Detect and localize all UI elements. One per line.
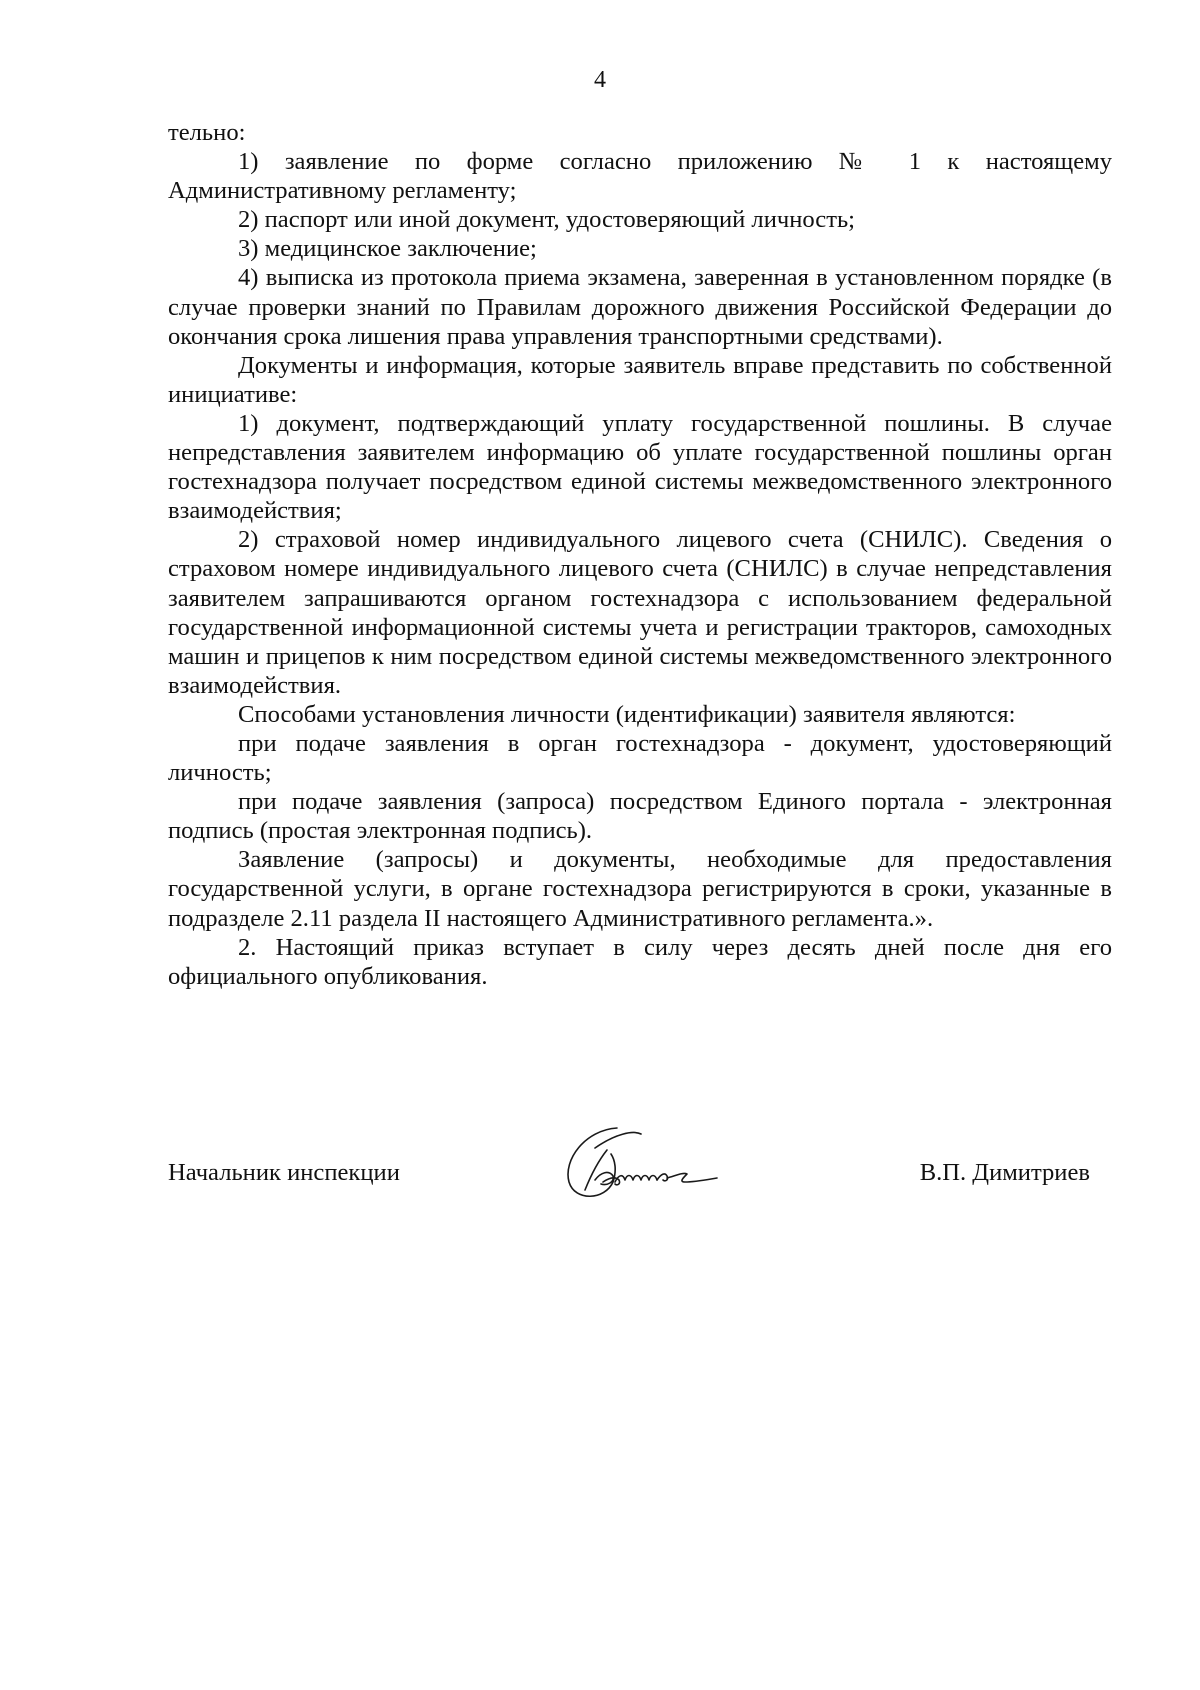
paragraph-identification-portal: при подаче заявления (запроса) посредством Единого портала - электронная подпись (простая электронная подпись).: [168, 788, 1112, 845]
paragraph-identification-office: при подаче заявления в орган гостехнадзора - документ, удостоверяющий личность;: [168, 729, 1112, 787]
signatory-position: Начальник инспекции: [168, 1159, 400, 1186]
signatory-name: В.П. Димитриев: [919, 1159, 1090, 1186]
paragraph-optional-documents: Документы и информация, которые заявитель вправе представить по собственной инициативе:: [168, 351, 1112, 408]
page-number: 4: [594, 67, 606, 93]
list-item-passport: 2) паспорт или иной документ, удостоверяющий личность;: [238, 206, 856, 234]
document-body: [168, 118, 1112, 991]
handwritten-signature-icon: [555, 1120, 735, 1210]
paragraph-identification: Способами установления личности (идентификации) заявителя являются:: [238, 700, 1016, 728]
list-item-fee-document: 1) документ, подтверждающий уплату государственной пошлины. В случае непредставления заявителем информацию об уплате государственной пошлины орган гостехнадзора получает посредством единой системы межведомственного электронного взаимодействия;: [168, 409, 1112, 525]
paragraph-registration: Заявление (запросы) и документы, необходимые для предоставления государственной услуги, в органе гостехнадзора регистрируются в сроки, указанные в подразделе 2.11 раздела II настоящего Административного регламента.».: [168, 846, 1112, 932]
signature-block: [0, 1130, 1200, 1210]
list-item-medical: 3) медицинское заключение;: [238, 235, 537, 263]
list-item-application: 1) заявление по форме согласно приложению № 1 к настоящему Административному регламенту;: [168, 148, 1112, 205]
paragraph-effective-date: 2. Настоящий приказ вступает в силу через десять дней после дня его официального опубликования.: [168, 933, 1112, 990]
list-item-snils: 2) страховой номер индивидуального лицевого счета (СНИЛС). Сведения о страховом номере индивидуального лицевого счета (СНИЛС) в случае непредставления заявителем запрашиваются органом гостехнадзора с использованием федеральной государственной информационной системы учета и регистрации тракторов, самоходных машин и прицепов к ним посредством единой системы межведомственного электронного взаимодействия.: [168, 526, 1112, 699]
list-item-exam-extract: 4) выписка из протокола приема экзамена, заверенная в установленном порядке (в случае проверки знаний по Правилам дорожного движения Российской Федерации до окончания срока лишения права управления транспортными средствами).: [168, 264, 1112, 350]
paragraph-continuation: тельно:: [168, 119, 246, 146]
